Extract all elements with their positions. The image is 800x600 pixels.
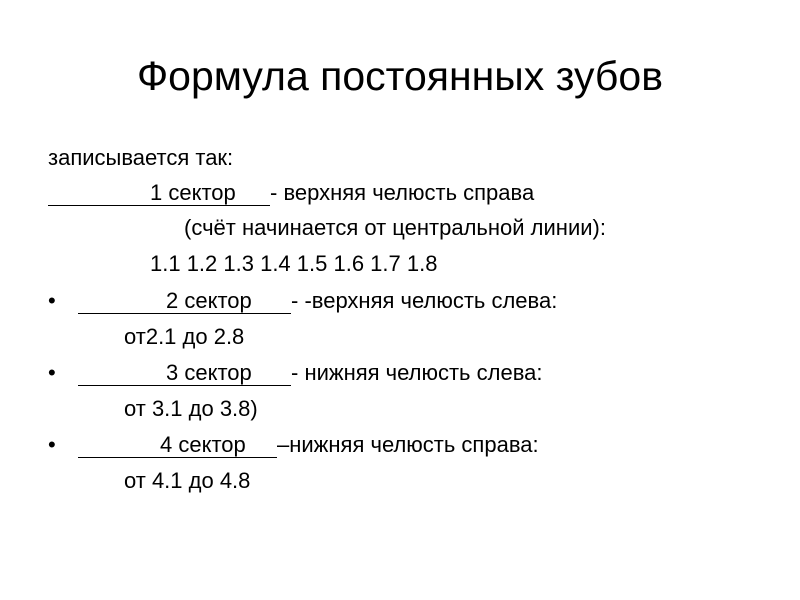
sector-1-line bbox=[48, 178, 534, 208]
sector-1-label: 1 сектор bbox=[48, 181, 270, 206]
sector-3-description: - нижняя челюсть слева: bbox=[291, 360, 543, 385]
sector-2-line bbox=[78, 286, 557, 316]
sector-4-description: –нижняя челюсть справа: bbox=[277, 432, 539, 457]
sector-2-description: - -верхняя челюсть слева: bbox=[291, 288, 558, 313]
intro-text: записывается так: bbox=[48, 145, 234, 170]
sector-1-note: (счёт начинается от центральной линии): bbox=[184, 215, 606, 240]
sector-4-label: 4 сектор bbox=[78, 433, 277, 458]
bullet-marker: • bbox=[48, 288, 56, 313]
bullet-marker: • bbox=[48, 360, 56, 385]
sector-4-range: от 4.1 до 4.8 bbox=[124, 468, 251, 493]
sector-3-range: от 3.1 до 3.8) bbox=[124, 396, 258, 421]
sector-2-label: 2 сектор bbox=[78, 289, 291, 314]
sector-3-line bbox=[78, 358, 543, 388]
sector-2-range: от2.1 до 2.8 bbox=[124, 324, 245, 349]
sector-4-line bbox=[78, 430, 539, 460]
slide-title: Формула постоянных зубов bbox=[137, 53, 663, 99]
slide-body bbox=[48, 0, 788, 600]
sector-1-description: - верхняя челюсть справа bbox=[270, 180, 535, 205]
bullet-marker: • bbox=[48, 432, 56, 457]
sector-3-label: 3 сектор bbox=[78, 361, 291, 386]
sector-1-range: 1.1 1.2 1.3 1.4 1.5 1.6 1.7 1.8 bbox=[150, 251, 438, 276]
